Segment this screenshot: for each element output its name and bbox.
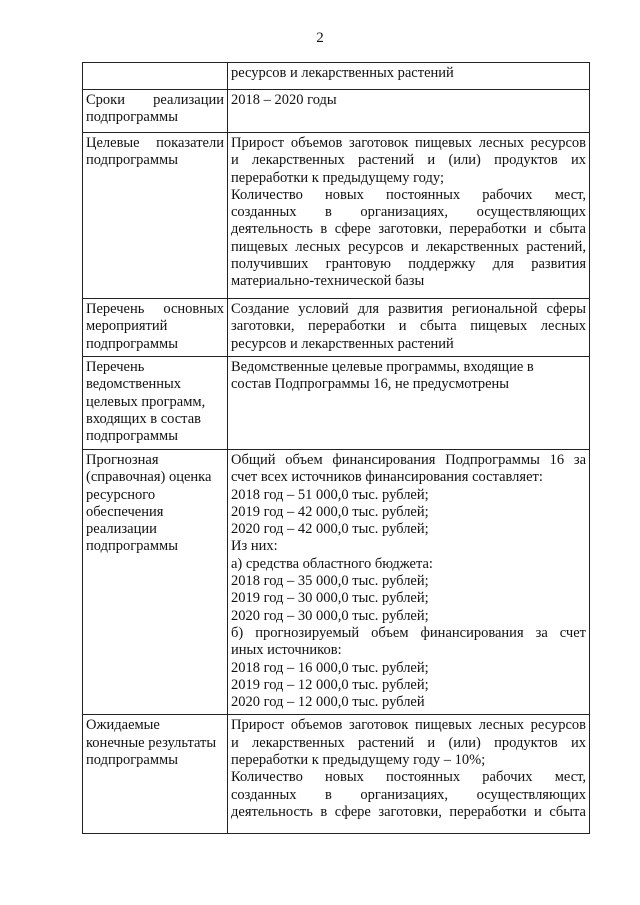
text-line: Ожидаемые [86, 717, 160, 734]
text-line: Сроки реализации [86, 92, 224, 108]
row-label [83, 450, 228, 715]
text-line: заготовки, переработки и сбыта пищевых лесных [231, 318, 586, 335]
text-line: Из них: [231, 538, 278, 555]
row-content [228, 715, 590, 834]
text-line: созданных в организациях, осуществляющих [231, 786, 586, 803]
row-label [83, 357, 228, 450]
text-line: 2020 год – 30 000,0 тыс. рублей; [231, 607, 429, 624]
text-line: Перечень [86, 359, 145, 375]
text-line: получивших грантовую поддержку для развития [231, 256, 586, 273]
row-content [228, 357, 590, 450]
text-line: (справочная) оценка [86, 469, 212, 486]
table-row [83, 63, 590, 90]
text-line: конечные результаты [86, 734, 217, 751]
text-line: подпрограммы [86, 538, 178, 555]
text-line: Прирост объемов заготовок пищевых лесных ресурсов [231, 135, 586, 151]
page-number: 2 [316, 30, 324, 46]
text-line: 2020 год – 12 000,0 тыс. рублей [231, 694, 425, 711]
text-line: деятельность в сфере заготовки, переработки и сбыта [231, 803, 586, 820]
row-content [228, 299, 590, 357]
text-line: ресурсов и лекарственных растений [231, 65, 454, 81]
text-line: подпрограммы [86, 109, 178, 126]
text-line: Общий объем финансирования Подпрограммы 16 за [231, 452, 586, 468]
text-line: 2019 год – 12 000,0 тыс. рублей; [231, 676, 429, 693]
table-row [83, 299, 590, 357]
row-label [83, 299, 228, 357]
text-line: входящих в состав [86, 410, 201, 427]
row-content [228, 63, 590, 90]
row-content [228, 450, 590, 715]
text-line: Количество новых постоянных рабочих мест, [231, 769, 586, 786]
text-line: обеспечения [86, 503, 164, 520]
text-line: Перечень основных [86, 301, 224, 317]
text-line: материально-технической базы [231, 273, 425, 290]
text-line: 2018 год – 35 000,0 тыс. рублей; [231, 573, 429, 590]
text-line: Количество новых постоянных рабочих мест, [231, 186, 586, 203]
text-line: реализации [86, 521, 157, 538]
text-line: 2018 год – 51 000,0 тыс. рублей; [231, 486, 429, 503]
text-line: а) средства областного бюджета: [231, 555, 433, 572]
text-line: переработки к предыдущему году – 10%; [231, 752, 486, 769]
row-label [83, 90, 228, 133]
subprogram-passport-table [82, 62, 590, 834]
row-label [83, 63, 228, 90]
text-line: подпрограммы [86, 152, 178, 169]
text-line: Создание условий для развития региональной сферы [231, 301, 586, 317]
text-line: Целевые показатели [86, 135, 224, 151]
row-label [83, 133, 228, 299]
row-content [228, 133, 590, 299]
text-line: 2019 год – 42 000,0 тыс. рублей; [231, 503, 429, 520]
table-row [83, 133, 590, 299]
text-line: ведомственных [86, 376, 182, 393]
text-line: счет всех источников финансирования составляет: [231, 469, 543, 486]
text-line: Ведомственные целевые программы, входящие в [231, 359, 534, 375]
text-line: ресурсов и лекарственных растений [231, 335, 454, 352]
text-line: деятельность в сфере заготовки, переработки и сбыта [231, 221, 586, 238]
text-line: б) прогнозируемый объем финансирования за счет [231, 624, 586, 641]
text-line: подпрограммы [86, 428, 178, 445]
text-line: пищевых лесных ресурсов и лекарственных растений, [231, 238, 586, 255]
text-line: 2020 год – 42 000,0 тыс. рублей; [231, 521, 429, 538]
text-line: 2019 год – 30 000,0 тыс. рублей; [231, 590, 429, 607]
text-line: ресурсного [86, 486, 156, 503]
table-row [83, 715, 590, 834]
text-line: Прогнозная [86, 452, 159, 468]
text-line: целевых программ, [86, 393, 206, 410]
text-line: и лекарственных растений и (или) продуктов их [231, 152, 586, 169]
table-row [83, 357, 590, 450]
row-label [83, 715, 228, 834]
text-line: созданных в организациях, осуществляющих [231, 204, 586, 221]
text-line: 2018 – 2020 годы [231, 92, 337, 108]
text-line: состав Подпрограммы 16, не предусмотрены [231, 376, 510, 393]
text-line: мероприятий [86, 318, 168, 335]
text-line: иных источников: [231, 642, 342, 659]
text-line: подпрограммы [86, 335, 178, 352]
text-line: и лекарственных растений и (или) продуктов их [231, 734, 586, 751]
table-row [83, 90, 590, 133]
text-line: Прирост объемов заготовок пищевых лесных ресурсов [231, 717, 586, 734]
table-row [83, 450, 590, 715]
text-line: подпрограммы [86, 752, 178, 769]
row-content [228, 90, 590, 133]
text-line: 2018 год – 16 000,0 тыс. рублей; [231, 659, 429, 676]
text-line: переработки к предыдущему году; [231, 169, 444, 186]
